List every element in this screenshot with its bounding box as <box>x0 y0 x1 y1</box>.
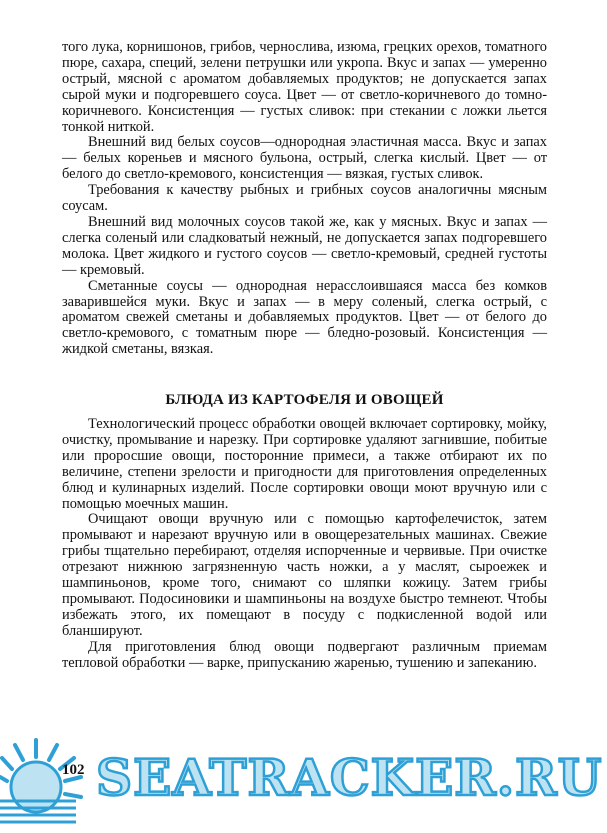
section-heading: БЛЮДА ИЗ КАРТОФЕЛЯ И ОВОЩЕЙ <box>165 392 444 409</box>
page-number: 102 <box>62 762 85 778</box>
paragraph-sour-cream-sauces: Сметанные соусы — однородная нерасслоившаяся масса без комков заварившейся муки. Вкус и запах — в меру соленый, слегка острый, с ароматом свежей сметаны и добавляемых продуктов. Цвет — от белого до светло-кремового, с томатным пюре — бледно-розовый. Консистенция — жидкой сметаны, вязкая. <box>62 277 547 358</box>
paragraph-white-sauces: Внешний вид белых соусов—однородная эластичная масса. Вкус и запах — белых кореньев и мясного бульона, острый, слегка кислый. Цвет — от белого до светло-кремового, консистенция — вязкая, густых сливок. <box>62 134 547 183</box>
page-text <box>62 40 547 672</box>
paragraph-vegetable-processing: Технологический процесс обработки овощей включает сортировку, мойку, очистку, промывание и нарезку. При сортировке удаляют загнившие, побитые или проросшие овощи, посторонние примеси, а также отбирают их по величине, степени зрелости и пригодности для приготовления определенных блюд и кулинарных изделий. После сортировки овощи моют вручную или с помощью моечных машин. <box>62 416 547 512</box>
paragraph-peeling-mushrooms: Очищают овощи вручную или с помощью картофелечисток, затем промывают и нарезают вручную или в овощерезательных машинах. Свежие грибы тщательно перебирают, отделяя испорченные и червивые. При очистке отрезают нижнюю загрязненную часть ножки, а у маслят, сыроежек и шампиньонов, кроме того, снимают со шляпки кожицу. Затем грибы промывают. Подосиновики и шампиньоны на воздухе быстро темнеют. Чтобы избежать этого, их помещают в посуду с подкисленной водой или бланшируют. <box>62 511 547 639</box>
paragraph-milk-sauces: Внешний вид молочных соусов такой же, как у мясных. Вкус и запах — слегка соленый или сладковатый нежный, не допускается запах подгоревшего молока. Цвет жидкого и густого соусов — светло-кремовый, средней густоты — кремовый. <box>62 213 547 278</box>
paragraph-heat-treatment: Для приготовления блюд овощи подвергают различным приемам тепловой обработки — варке, припусканию жаренью, тушению и запеканию. <box>62 638 547 671</box>
paragraph-sauce-brown: того лука, корнишонов, грибов, чернослива, изюма, грецких орехов, томатного пюре, сахара, специй, зелени петрушки или укропа. Вкус и запах — умеренно острый, мясной с ароматом добавляемых продуктов; не допускается запах сырой муки и подгоревшего соуса. Цвет — от светло-коричневого до томно-коричневого. Консистенция — густых сливок: при стекании с ложки льется тонкой ниткой. <box>62 39 547 135</box>
paragraph-fish-mushroom-sauces: Требования к качеству рыбных и грибных соусов аналогичны мясным соусам. <box>62 182 547 215</box>
watermark-text: SEATRACKER.RU <box>96 748 603 807</box>
